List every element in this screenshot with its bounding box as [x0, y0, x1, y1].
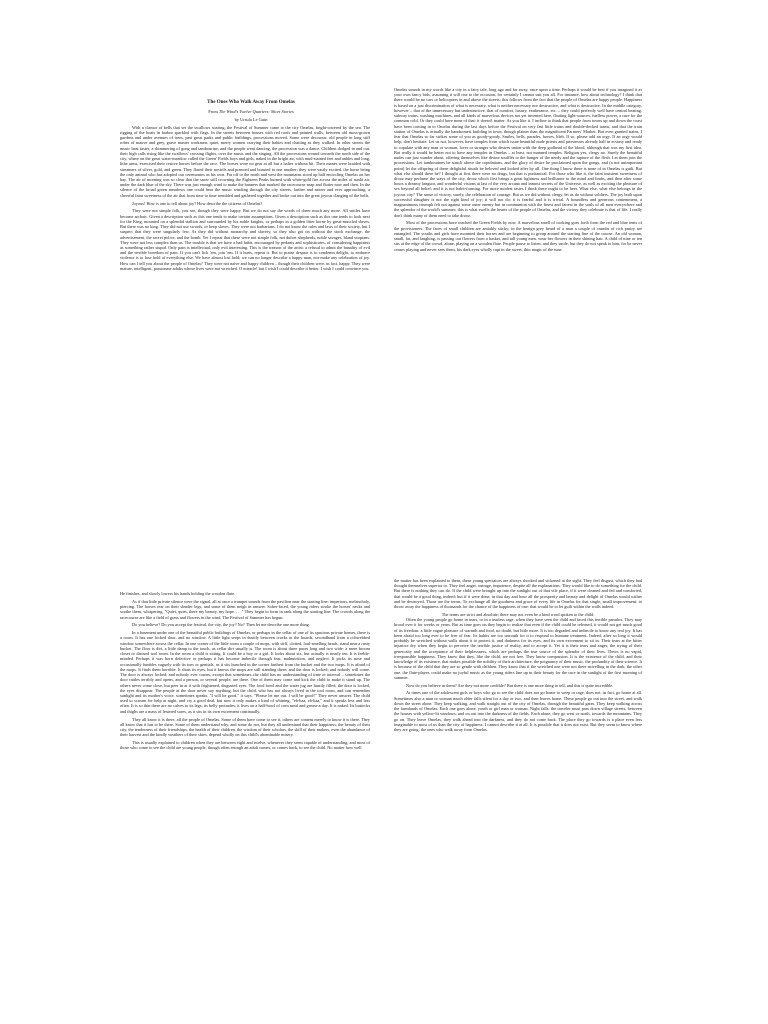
- paragraph: Most of the processions have reached the Green Fields by now. A marvelous smell of cooking goes forth from the red and blue tents of the provisioners. The faces of small children are amiably sticky; in the benign grey beard of a man a couple of crumbs of rich pastry are entangled. The youths and girls have mounted their horses and are beginning to group around the starting line of the course. An old woman, small, fat, and laughing, is passing out flowers from a basket, and tall young men, wear her flowers in their shining hair. A child of nine or ten sits at the edge of the crowd, alone, playing on a wooden flute. People pause to listen, and they smile, but they do not speak to him, for he never ceases playing and never sees them, his dark eyes wholly rapt in the sweet, thin magic of the tune.: [394, 220, 642, 252]
- paragraph: With a clamor of bells that set the swallows soaring, the Festival of Summer came to the city Omelas, bright-towered by the sea. The rigging of the boats in harbor sparkled with flags. In the streets between houses with red roofs and painted walls, between old moss-grown gardens and under avenues of trees, past great parks and public buildings, processions moved. Some were decorous: old people in long stiff robes of mauve and grey, grave master workmen, quiet, merry women carrying their babies and chatting as they walked. In other streets the music beat faster, a shimmering of gong and tambourine, and the people went dancing, the procession was a dance. Children dodged in and out, their high calls rising like the swallows' crossing flights, over the music and the singing. All the processions wound towards the north side of the city, where on the great water-meadow called the Green' Fields boys and girls, naked in the bright air, with mud-stained feet and ankles and long, lithe arms, exercised their restive horses before the race. The horses wore no gear at all but a halter without bit. Their manes were braided with streamers of silver, gold, and green. They flared their nostrils and pranced and boasted to one another; they were vastly excited, the horse being the only animal who has adopted our ceremonies as his own. Far off to the north and west the mountains stood up half encircling Omelas on her bay. The air of morning was so clear that the snow still crowning the Eighteen Peaks burned with white-gold fire across the miles of sunlit air, under the dark blue of the sky. There was just enough wind to make the banners that marked the racecourse snap and flutter now and then. In the silence of the broad green meadows one could hear the music winding through the city streets, farther and nearer and ever approaching, a cheerful faint sweetness of the air that from time to time trembled and gathered together and broke out into the great joyous clanging of the bells.: [120, 124, 370, 198]
- paragraph: Joyous! How is one to tell about joy? How describe the citizens of Omelas?: [132, 200, 263, 206]
- paragraph: At times one of the adolescent girls or boys who go to see the child does not go home to weep or rage, does not, in fact, go home at all. Sometimes also a man or woman much older falls silent for a day or two, and then leaves home. These people go out into the street, and walk down the street alone. They keep walking, and walk straight out of the city of Omelas, through the beautiful gates. They keep walking across the farmlands of Omelas. Each one goes alone, youth or girl man or woman. Night falls; the traveler must pass down village streets, between the houses with yellow-lit windows, and on out into the darkness of the fields. Each alone, they go west or north, towards the mountains. They go on. They leave Omelas, they walk ahead into the darkness, and they do not come back. The place they go towards is a place even less imaginable to most of us than the city of happiness. I cannot describe it at all. It is possible that it does not exist. But they seem to know where they are going, the ones who walk away from Omelas.: [394, 690, 642, 733]
- page-2: [388, 87, 648, 477]
- paragraph: This is usually explained to children when they are between eight and twelve, whenever they seem capable of understanding; and most of those who come to see the child are young people, though often enough an adult comes, or comes back, to see the child. No matter how well: [120, 740, 370, 751]
- page-4: [388, 578, 648, 1008]
- page-1: [114, 100, 376, 480]
- paragraph: He finishes, and slowly lowers his hands holding the wooden flute.: [120, 591, 236, 596]
- story-title: The Ones Who Walk Away From Omelas: [207, 100, 295, 105]
- source-prefix: From: [208, 108, 219, 114]
- paragraph: Often the young people go home in tears, or in a tearless rage, when they have seen the child and faced this terrible paradox. They may brood over it for weeks or years. But as time goes on they begin to realize that even if the child could be released, it would not get much good of its freedom: a little vague pleasure of warmth and food, no doubt, but little more. It is too degraded and imbecile to know any real joy. It has been afraid too long ever to be free of fear. Its habits are too uncouth for it to respond to humane treatment. Indeed, after so long it would probably be wretched without walls about it to protect it, and darkness for its eyes, and its own excrement to sit in. Their tears at the bitter injustice dry when they begin to perceive the terrible justice of reality, and to accept it. Yet it is their tears and anger, the trying of their generosity and the acceptance of their helplessness, which are perhaps the true source of the splendor of their lives. Theirs is no vapid, irresponsible happiness. They know that they, like the child, are not free. They know compassion. It is the existence of the child, and their knowledge of its existence, that makes possible the nobility of their architecture, the poignancy of their music, the profundity of their science. It is because of the child that they are so gentle with children. They know that if the wretched one were not there snivelling in the dark, the other one, the flute-player, could make no joyful music as the young riders line up in their beauty for the race in the sunlight of the first morning of summer.: [394, 617, 642, 680]
- paragraph: They were not simple folk, you see, though they were happy. But we do not say the words of cheer much any more. All smiles have become archaic. Given a description such as this one tends to make certain assumptions. Given a description such as this one tends to look next for the King, mounted on a splendid stallion and surrounded by his noble knights, or perhaps in a golden litter borne by great-muscled slaves. But there was no king. They did not use swords, or keep slaves. They were not barbarians. I do not know the rules and laws of their society, but I suspect that they were singularly few. As they did without monarchy and slavery, so they also got on without the stock exchange, the advertisement, the secret police, and the bomb. Yet I repeat that these were not simple folk, not dulcet shepherds, noble savages, bland utopians. They were not less complex than us. The trouble is that we have a bad habit, encouraged by pedants and sophisticates, of considering happiness as something rather stupid. Only pain is intellectual, only evil interesting. This is the treason of the artist: a refusal to admit the banality of evil and the terrible boredom of pain. If you can't lick 'em, join 'em. If it hurts, repeat it. But to praise despair is to condemn delight, to embrace violence is to lose hold of everything else. We have almost lost hold; we can no longer describe a happy man, nor make any celebration of joy. How can I tell you about the people of Omelas? They were not naive and happy children – though their children were, in fact, happy. They were mature, intelligent, passionate adults whose lives were not wretched. O miracle! but I wish I could describe it better. I wish I could convince you.: [120, 208, 370, 271]
- paragraph: The terms are strict and absolute; there may not even be a kind word spoken to the child.: [441, 612, 595, 617]
- page-3: [114, 591, 376, 1011]
- paragraph: As if that little private silence were the signal, all at once a trumpet sounds from the pavilion near the starting line: imperious, melancholy, piercing. The horses rear on their slender legs, and some of them neigh in answer. Sober-faced, the young riders stroke the horses' necks and soothe them, whispering, "Quiet, quiet, there my beauty, my hope. . . ." They begin to form in rank along the starting line. The crowds along the racecourse are like a field of grass and flowers in the wind. The Festival of Summer has begun.: [120, 598, 370, 620]
- source-line: [120, 109, 370, 114]
- author-byline: by Ursula Le Guin: [234, 116, 268, 122]
- source-book-title: The Wind's Twelve Quarters: Short Stories: [218, 108, 294, 114]
- paragraph: In a basement under one of the beautiful public buildings of Omelas, or perhaps in the cellar of one of its spacious private homes, there is a room. It has one locked door, and no window. A little light seeps in dustily between cracks in the boards, secondhand from a cobwebbed window somewhere across the cellar. In one corner of the little room a couple of mops, with stiff, clotted, foul-smelling heads, stand near a rusty bucket. The floor is dirt, a little damp to the touch, as cellar dirt usually is. The room is about three paces long and two wide: a mere broom closet or disused tool room. In the room a child is sitting. It could be a boy or a girl. It looks about six, but actually is nearly ten. It is feeble-minded. Perhaps it was born defective or perhaps it has become imbecile through fear, malnutrition, and neglect. It picks its nose and occasionally fumbles vaguely with its toes or genitals, as it sits hunched in the corner farthest from the bucket and the two mops. It is afraid of the mops. It finds them horrible. It shuts its eyes, but it knows the mops are still standing there; and the door is locked; and nobody will come. The door is always locked; and nobody ever comes, except that sometimes–the child has no understanding of time or interval – sometimes the door rattles terribly and opens, and a person, or several people, are there. One of them may come and kick the child to make it stand up. The others never come close, but peer in at it with frightened, disgusted eyes. The food bowl and the water jug are hastily filled, the door is locked, the eyes disappear. The people at the door never say anything, but the child, who has not always lived in the tool room, and can remember sunlight and its mother's voice, sometimes speaks. "I will be good," it says. "Please let me out. I will be good!" They never answer. The child used to scream for help at night, and cry a good deal, but now it only makes a kind of whining, "eh-haa, eh-haa," and it speaks less and less often. It is so thin there are no calves to its legs; its belly protrudes; it lives on a half-bowl of corn meal and grease a day. It is naked. Its buttocks and thighs are a mass of festered sores, as it sits in its own excrement continually.: [120, 630, 370, 714]
- paragraph: They all know it is there, all the people of Omelas. Some of them have come to see it, others are content merely to know it is there. They all know that it has to be there. Some of them understand why, and some do not, but they all understand that their happiness, the beauty of their city, the tenderness of their friendships, the health of their children, the wisdom of their scholars, the skill of their makers, even the abundance of their harvest and the kindly weathers of their skies, depend wholly on this child's abominable misery.: [120, 716, 370, 738]
- paragraph: Do you believe? Do you accept the festival, the city, the joy? No? Then let me describe one more thing.: [132, 622, 310, 628]
- paragraph: Omelas sounds in my words like a city in a fairy tale, long ago and far away, once upon a time. Perhaps it would be best if you imagined it as your own fancy bids, assuming it will rise to the occasion, for certainly I cannot suit you all. For instance, how about technology? I think that there would be no cars or helicopters in and above the streets; this follows from the fact that the people of Omelas are happy people. Happiness is based on a just discrimination of what is necessary, what is neither necessary nor destructive, and what is destructive. In the middle category, however – that of the unnecessary but undestructive, that of comfort, luxury, exuberance, etc. – they could perfectly well have central heating, subway trains, washing machines, and all kinds of marvelous devices not yet invented here, floating light-sources, fuelless power, a cure for the common cold. Or they could have none of that: it doesn't matter. As you like it. I incline to think that people from towns up and down the coast have been coming in to Omelas during the last days before the Festival on very fast little trains and double-decked trams, and that the train station of Omelas is actually the handsomest building in town, though plainer than the magnificent Farmers' Market. But even granted trains, I fear that Omelas so far strikes some of you as goody-goody. Smiles, bells, parades, horses, bleh. If so, please add an orgy. If an orgy would help, don't hesitate. Let us not, however, have temples from which issue beautiful nude priests and priestesses already half in ecstasy and ready to copulate with any man or woman, lover or stranger who desires union with the deep godhead of the blood, although that was my first idea. But really it would be better not to have any temples in Omelas – at least, not manned temples. Religion yes, clergy no. Surely the beautiful nudes can just wander about, offering themselves like divine soufflés to the hunger of the needy and the rapture of the flesh. Let them join the processions. Let tambourines be struck above the copulations, and the glory of desire be proclaimed upon the gongs, and (a not unimportant point) let the offspring of these delightful rituals be beloved and looked after by all. One thing I know there is none of in Omelas is guilt. But what else should there be? I thought at first there were no drugs, but that is puritanical. For those who like it, the faint insistent sweetness of drooz may perfume the ways of the city, drooz which first brings a great lightness and brilliance to the mind and limbs, and then after some hours a dreamy languor, and wonderful visions at last of the very arcana and inmost secrets of the Universe, as well as exciting the pleasure of sex beyond all belief; and it is not habit-forming. For more modest tastes I think there ought to be beer. What else, what else belongs in the joyous city? The sense of victory, surely, the celebration of courage. But as we did without clergy, let us do without soldiers. The joy built upon successful slaughter is not the right kind of joy; it will not do; it is fearful and it is trivial. A boundless and generous contentment, a magnanimous triumph felt not against some outer enemy but in communion with the finest and fairest in the souls of all men everywhere and the splendor of the world's summer; this is what swells the hearts of the people of Omelas, and the victory they celebrate is that of life. I really don't think many of them need to take drooz.: [394, 87, 642, 218]
- paragraph: Now do you believe in them? Are they not more credible? But there is one more thing to tell, and this is quite incredible.: [406, 682, 614, 688]
- paragraph: the matter has been explained to them, these young spectators are always shocked and sickened at the sight. They feel disgust, which they had thought themselves superior to. They feel anger, outrage, impotence, despite all the explanations. They would like to do something for the child. But there is nothing they can do. If the child were brought up into the sunlight out of that vile place, if it were cleaned and fed and comforted, that would be a good thing, indeed; but if it were done, in that day and hour all the prosperity and beauty and delight of Omelas would wither and be destroyed. Those are the terms. To exchange all the goodness and grace of every life in Omelas for that single, small improvement: to throw away the happiness of thousands for the chance of the happiness of one: that would be to let guilt within the walls indeed.: [394, 578, 642, 610]
